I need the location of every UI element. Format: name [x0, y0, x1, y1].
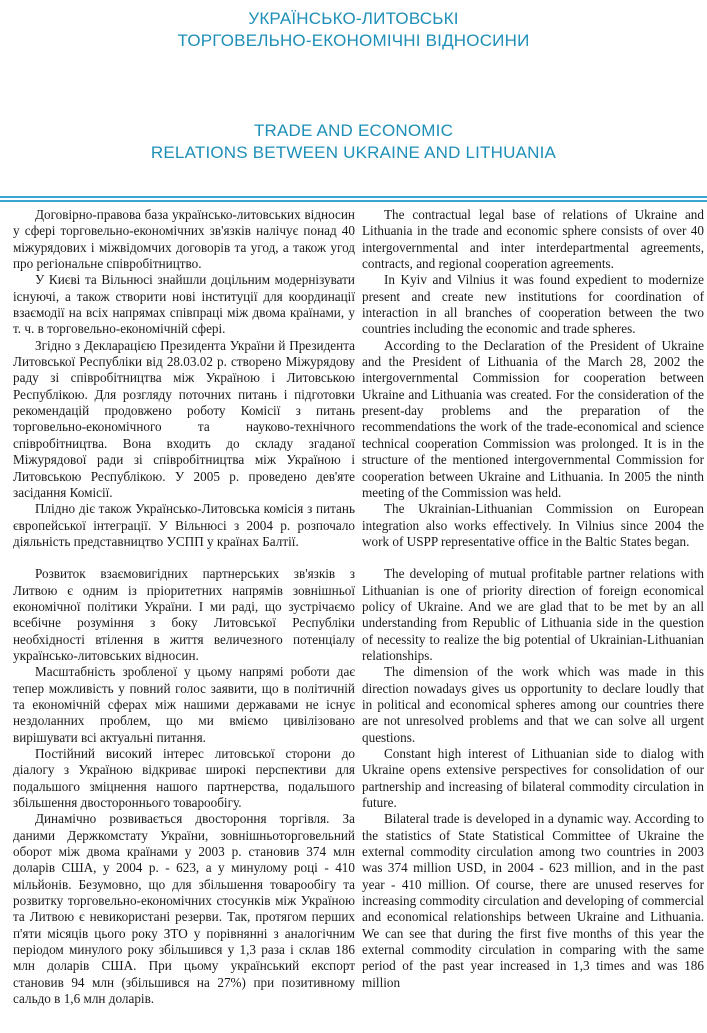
paragraph: Bilateral trade is developed in a dynamic way. According to the statistics of State Statistical Committee of Ukraine the external commodity circulation among two countries in 2003 was 374 million USD, in 2004 - 623 million, and in the past year - 410 million. Of course, there are unused reserves for increasing commodity circulation and developing of commercial and economical relationships between Ukraine and Lithuania. We can see that during the first five months of this year the external commodity circulation in comparing with the same period of the past year increased in 1,3 times and was 186 million: [362, 811, 704, 990]
title-ua-line-2: ТОРГОВЕЛЬНО-ЕКОНОМІЧНІ ВІДНОСИНИ: [177, 31, 530, 50]
paragraph: Масштабність зробленої у цьому напрямі роботи дає тепер можливість у повний голос заявити, що в політичній та економічній сферах між нашими державами не існує нездоланних проблем, що ми вміємо цивілізовано вирішувати всі актуальні питання.: [13, 664, 355, 745]
title-en-line-1: TRADE AND ECONOMIC: [253, 121, 454, 140]
paragraph: The Ukrainian-Lithuanian Commission on European integration also works effectively. In Vilnius since 2004 the work of USPP representative office in the Baltic States began.: [362, 501, 704, 549]
paragraph: The contractual legal base of relations of Ukraine and Lithuania in the trade and economic sphere consists of over 40 intergovernmental and inter interdepartmental agreements, contracts, and regional cooperation agreements.: [362, 207, 704, 272]
paragraph: Згідно з Декларацією Президента України й Президента Литовської Республіки від 28.03.02 р. створено Міжурядову раду зі співробітництва між Україною і Литовською Республікою. Для розгляду поточних питань і підготовки рекомендацій продовжено роботу Комісії з питань торговельно-економічного та науково-технічного співробітництва. Вона входить до складу згаданої Міжурядової ради зі співробітництва між Україною і Литовською Республікою. У 2005 р. проведено дев'яте засідання Комісії.: [13, 337, 355, 500]
title-english: [0, 120, 707, 164]
english-column: [362, 207, 704, 991]
paragraph: The developing of mutual profitable partner relations with Lithuanian is one of priority direction of foreign economical policy of Ukraine. And we are glad that to be met by an all understanding from Republic of Lithuania side in the question of necessity to realize the big potential of Ukrainian-Lithuanian relationships.: [362, 566, 704, 663]
paragraph: Constant high interest of Lithuanian side to dialog with Ukraine opens extensive perspectives for consolidation of our partnership and increasing of bilateral commodity circulation in future.: [362, 746, 704, 811]
paragraph: The dimension of the work which was made in this direction nowadays gives us opportunity to declare loudly that in political and economical spheres among our countries there are not unresolved problems and that we can solve all urgent questions.: [362, 664, 704, 745]
divider-rule: [0, 200, 707, 202]
paragraph: Розвиток взаємовигідних партнерських зв'язків з Литвою є одним із пріоритетних напрямів зовнішньої економічної політики України. І ми раді, що зустрічаємо всебічне розуміння з боку Литовської Республіки необхідності втілення в життя величезного потенціалу українсько-литовських відносин.: [13, 566, 355, 663]
title-ua-line-1: УКРАЇНСЬКО-ЛИТОВСЬКІ: [248, 9, 459, 28]
ukrainian-column: [13, 207, 355, 1008]
paragraph: According to the Declaration of the President of Ukraine and the President of Lithuania of the March 28, 2002 the intergovernmental Commission for cooperation between Ukraine and Lithuania was created. For the consideration of the present-day problems and the preparation of the recommendations the work of the trade-economical and science technical cooperation Commission was prolonged. It is in the structure of the mentioned intergovernmental Commission for cooperation between Ukraine and Lithuania. In 2005 the ninth meeting of the Commission was held.: [362, 337, 704, 500]
paragraph: Постійний високий інтерес литовської сторони до діалогу з Україною відкриває широкі перспективи для подальшого зміцнення нашого партнерства, подальшого збільшення двостороннього товарообігу.: [13, 746, 355, 811]
title-en-line-2: RELATIONS BETWEEN UKRAINE AND LITHUANIA: [150, 143, 557, 162]
paragraph: Договірно-правова база українсько-литовських відносин у сфері торговельно-економічних зв'язків налічує понад 40 міжурядових і міжвідомчих договорів та угод, а також угод про регіональне співробітництво.: [13, 207, 355, 272]
paragraph: Плідно діє також Українсько-Литовська комісія з питань європейської інтеграції. У Вільнюсі з 2004 р. розпочало діяльність представництво УСПП у країнах Балтії.: [13, 501, 355, 549]
paragraph: У Києві та Вільнюсі знайшли доцільним модернізувати існуючі, а також створити нові інституції для координації взаємодії на всіх напрямах співпраці між двома країнами, у т. ч. в торговельно-економічній сфері.: [13, 272, 355, 337]
paragraph: In Kyiv and Vilnius it was found expedient to modernize present and create new institutions for coordination of interaction in all branches of cooperation between the two countries including the economic and trade spheres.: [362, 272, 704, 337]
paragraph: Динамічно розвивається двостороння торгівля. За даними Держкомстату України, зовнішньоторговельний оборот між двома країнами у 2003 р. становив 374 млн доларів США, у 2004 р. - 623, а у минулому році - 410 мільйонів. Безумовно, що для збільшення товарообігу та розвитку торговельно-економічних стосунків між Україною та Литвою є невикористані резерви. Так, протягом перших п'яти місяців цього року ЗТО у порівнянні з аналогічним періодом минулого року збільшився у 1,3 раза і склав 186 млн доларів США. При цьому український експорт становив 94 млн (збільшився на 27%) при позитивному сальдо в 1,6 млн доларів.: [13, 811, 355, 1007]
divider-rule: [0, 196, 707, 198]
title-ukrainian: [0, 8, 707, 52]
